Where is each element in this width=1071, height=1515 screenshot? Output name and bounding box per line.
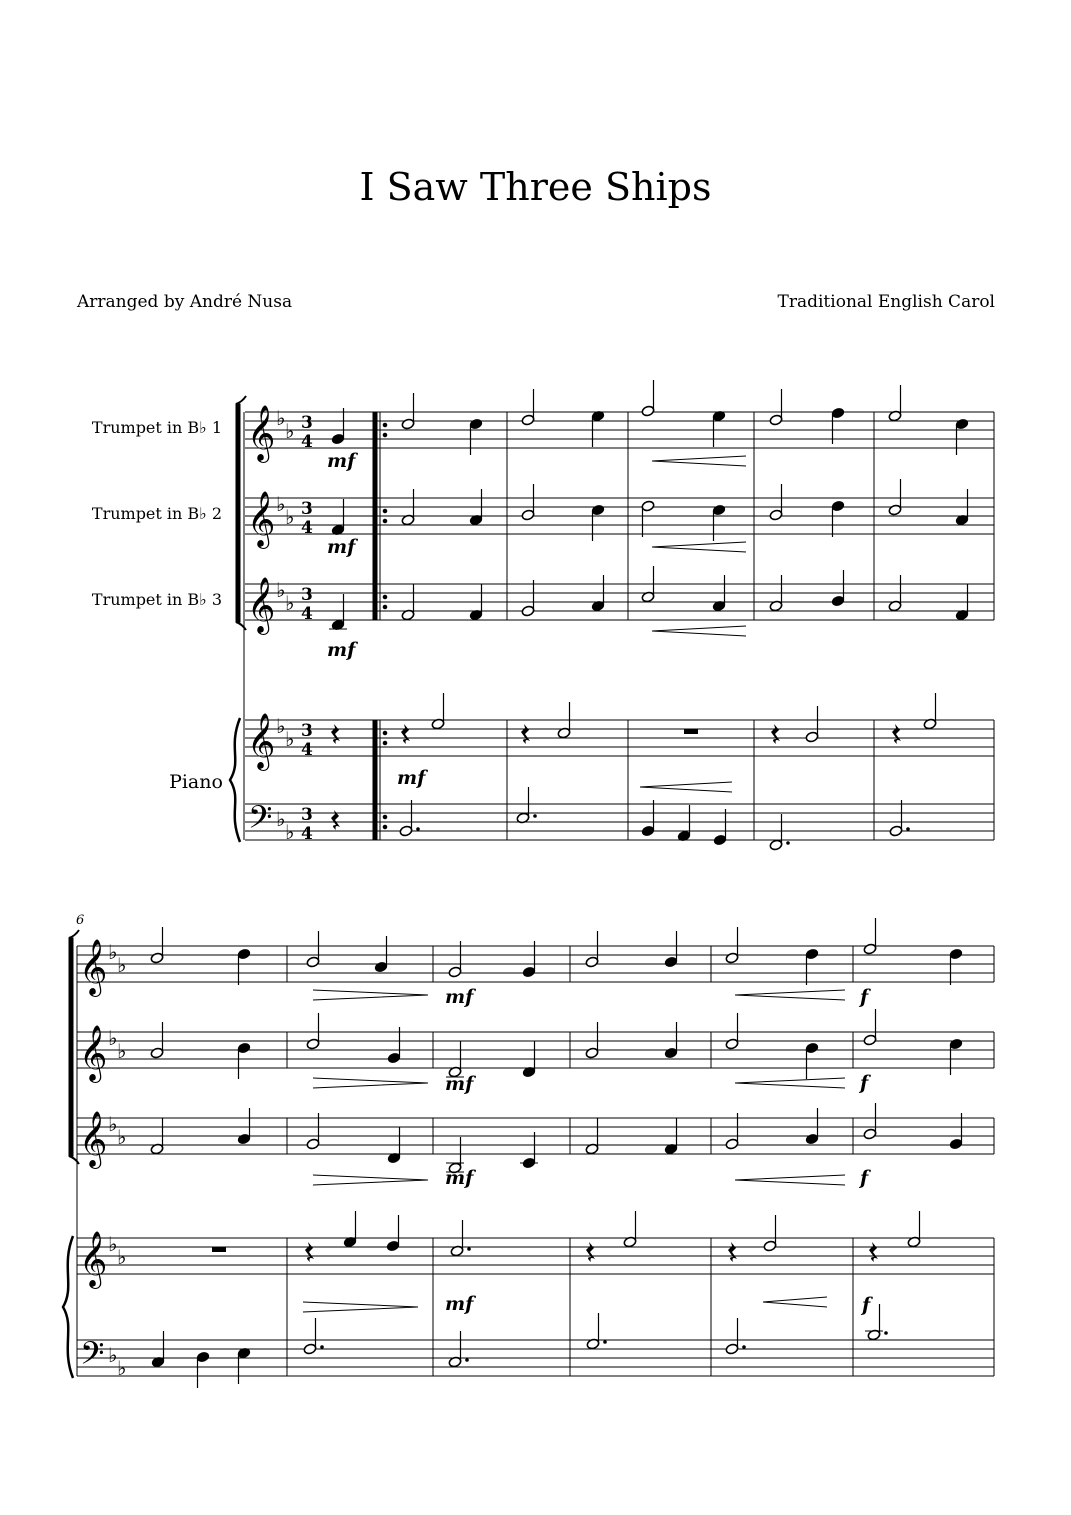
dynamic-f: f	[862, 1294, 871, 1316]
repeat-dot	[383, 519, 387, 523]
flat-sign: ♭	[108, 1343, 118, 1367]
flat-sign: ♭	[285, 727, 295, 751]
crescendo-hairpin	[640, 782, 732, 792]
quarter-note	[386, 1240, 400, 1252]
flat-sign: ♭	[285, 591, 295, 615]
quarter-rest	[401, 724, 410, 744]
crescendo-hairpin	[735, 1175, 845, 1185]
half-note	[889, 825, 903, 837]
time-signature-bottom: 4	[301, 518, 313, 538]
treble-clef: 𝄞	[247, 491, 276, 547]
quarter-note	[237, 1133, 251, 1145]
half-note	[521, 414, 535, 426]
half-note	[399, 825, 413, 837]
bass-clef: 𝄢	[248, 799, 273, 843]
quarter-note	[469, 418, 483, 430]
dynamic-mf: mf	[397, 767, 426, 789]
augmentation-dot	[465, 1358, 469, 1362]
whole-rest	[684, 729, 698, 734]
dynamic-f: f	[860, 1167, 869, 1189]
quarter-note	[713, 834, 727, 846]
repeat-dot	[383, 825, 387, 829]
flat-sign: ♭	[117, 1245, 127, 1269]
half-note	[769, 839, 783, 851]
treble-clef: 𝄞	[79, 939, 108, 995]
quarter-note	[331, 433, 345, 445]
crescendo-hairpin	[652, 456, 746, 466]
system-bracket	[69, 938, 73, 1156]
repeat-dot	[383, 741, 387, 745]
quarter-note	[591, 504, 605, 516]
diminuendo-hairpin	[313, 1175, 428, 1185]
augmentation-dot	[884, 1331, 888, 1335]
crescendo-hairpin	[763, 1297, 827, 1307]
half-note	[863, 1128, 877, 1140]
instrument-label-tpt1: Trumpet in B♭ 1	[91, 418, 222, 437]
treble-clef: 𝄞	[247, 405, 276, 461]
dynamic-f: f	[860, 1072, 869, 1094]
dynamic-mf: mf	[445, 1167, 474, 1189]
crescendo-hairpin	[735, 990, 845, 1000]
flat-sign: ♭	[117, 1356, 127, 1380]
repeat-dot	[383, 605, 387, 609]
crescendo-hairpin	[735, 1078, 845, 1088]
flat-sign: ♭	[108, 940, 118, 964]
quarter-rest	[771, 724, 780, 744]
half-note	[306, 1138, 320, 1150]
dynamic-mf: mf	[327, 639, 356, 661]
augmentation-dot	[786, 841, 790, 845]
dynamic-mf: mf	[327, 536, 356, 558]
diminuendo-hairpin	[313, 1078, 428, 1088]
repeat-dot	[383, 815, 387, 819]
half-note	[805, 731, 819, 743]
dynamics	[327, 450, 873, 1316]
quarter-rest	[869, 1242, 878, 1262]
bracket-hook	[236, 396, 246, 404]
time-signature-top: 3	[301, 499, 313, 519]
flat-sign: ♭	[117, 1039, 127, 1063]
half-note	[306, 956, 320, 968]
treble-clef: 𝄞	[247, 577, 276, 633]
half-note	[763, 1240, 777, 1252]
augmentation-dot	[416, 827, 420, 831]
arranger-credit: Arranged by André Nusa	[77, 292, 293, 312]
quarter-rest	[586, 1242, 595, 1262]
augmentation-dot	[906, 827, 910, 831]
half-note	[585, 956, 599, 968]
flat-sign: ♭	[285, 505, 295, 529]
flat-sign: ♭	[285, 419, 295, 443]
half-note	[521, 509, 535, 521]
augmentation-dot	[533, 814, 537, 818]
repeat-thick-bar	[373, 412, 377, 620]
half-note	[585, 1047, 599, 1059]
quarter-note	[949, 948, 963, 960]
crescendo-hairpin	[652, 542, 746, 552]
half-note	[725, 952, 739, 964]
flat-sign: ♭	[108, 1112, 118, 1136]
barlines	[63, 396, 994, 1378]
quarter-rest	[892, 724, 901, 744]
staff-lines	[77, 412, 994, 1376]
treble-clef: 𝄞	[247, 713, 276, 769]
quarter-note	[237, 948, 251, 960]
diminuendo-hairpin	[313, 990, 428, 1000]
quarter-note	[664, 956, 678, 968]
half-note	[448, 966, 462, 978]
half-note	[306, 1038, 320, 1050]
flat-sign: ♭	[276, 492, 286, 516]
time-signature-top: 3	[301, 721, 313, 741]
quarter-note	[664, 1047, 678, 1059]
quarter-note	[805, 1042, 819, 1054]
quarter-note	[831, 595, 845, 607]
dynamic-mf: mf	[445, 1073, 474, 1095]
whole-rest	[212, 1247, 226, 1252]
half-note	[863, 1034, 877, 1046]
flat-sign: ♭	[276, 578, 286, 602]
quarter-note	[955, 418, 969, 430]
treble-clef: 𝄞	[79, 1025, 108, 1081]
augmentation-dot	[603, 1340, 607, 1344]
half-note	[725, 1343, 739, 1355]
quarter-note	[641, 825, 655, 837]
quarter-note	[831, 407, 845, 419]
half-note	[863, 943, 877, 955]
repeat-dot	[383, 509, 387, 513]
half-note	[641, 405, 655, 417]
clefs	[79, 405, 313, 1380]
quarter-rest	[728, 1242, 737, 1262]
half-note	[725, 1138, 739, 1150]
time-signature-bottom: 4	[301, 740, 313, 760]
time-signature-top: 3	[301, 805, 313, 825]
dynamic-mf: mf	[327, 450, 356, 472]
half-note	[150, 1047, 164, 1059]
flat-sign: ♭	[117, 1125, 127, 1149]
time-signature-top: 3	[301, 413, 313, 433]
dynamic-f: f	[860, 986, 869, 1008]
quarter-note	[196, 1351, 210, 1363]
piano-brace	[230, 718, 240, 842]
augmentation-dot	[467, 1247, 471, 1251]
treble-clef: 𝄞	[79, 1231, 108, 1287]
augmentation-dot	[742, 1345, 746, 1349]
repeat-dot	[383, 433, 387, 437]
quarter-note	[522, 966, 536, 978]
half-note	[641, 500, 655, 512]
measure-number: 6	[76, 913, 85, 928]
repeat-dot	[383, 595, 387, 599]
repeat-dot	[383, 423, 387, 427]
half-note	[888, 504, 902, 516]
quarter-rest	[521, 724, 530, 744]
half-note	[769, 414, 783, 426]
flat-sign: ♭	[108, 1232, 118, 1256]
quarter-note	[805, 948, 819, 960]
quarter-rest	[305, 1242, 314, 1262]
diminuendo-hairpin	[303, 1302, 418, 1312]
repeat-dot	[383, 731, 387, 735]
half-note	[725, 1038, 739, 1050]
composer-credit: Traditional English Carol	[777, 292, 995, 312]
half-note	[303, 1343, 317, 1355]
time-signature-bottom: 4	[301, 604, 313, 624]
quarter-note	[831, 500, 845, 512]
quarter-note	[949, 1038, 963, 1050]
instrument-label-tpt2: Trumpet in B♭ 2	[91, 504, 222, 523]
quarter-note	[374, 961, 388, 973]
flat-sign: ♭	[108, 1026, 118, 1050]
flat-sign: ♭	[117, 953, 127, 977]
time-signature-bottom: 4	[301, 824, 313, 844]
treble-clef: 𝄞	[79, 1111, 108, 1167]
quarter-note	[805, 1133, 819, 1145]
flat-sign: ♭	[276, 714, 286, 738]
dynamic-mf: mf	[445, 1293, 474, 1315]
crescendo-hairpin	[652, 626, 746, 636]
flat-sign: ♭	[285, 820, 295, 844]
half-note	[401, 418, 415, 430]
time-signature-bottom: 4	[301, 432, 313, 452]
half-note	[769, 509, 783, 521]
quarter-note	[712, 504, 726, 516]
augmentation-dot	[320, 1345, 324, 1349]
half-note	[521, 605, 535, 617]
bass-clef: 𝄢	[80, 1335, 105, 1379]
flat-sign: ♭	[276, 406, 286, 430]
score-title: I Saw Three Ships	[359, 165, 712, 209]
piano-brace	[63, 1236, 73, 1378]
half-note	[150, 952, 164, 964]
flat-sign: ♭	[276, 807, 286, 831]
quarter-note	[949, 1138, 963, 1150]
instrument-label-piano: Piano	[169, 771, 223, 793]
instrument-labels	[76, 418, 223, 928]
quarter-note	[237, 1042, 251, 1054]
dynamic-mf: mf	[445, 986, 474, 1008]
quarter-note	[387, 1052, 401, 1064]
time-signature-top: 3	[301, 585, 313, 605]
system-bracket	[236, 404, 240, 622]
bracket-hook	[69, 930, 79, 938]
repeat-thick-bar	[373, 720, 377, 840]
quarter-rest	[331, 724, 340, 744]
instrument-label-tpt3: Trumpet in B♭ 3	[91, 590, 222, 609]
